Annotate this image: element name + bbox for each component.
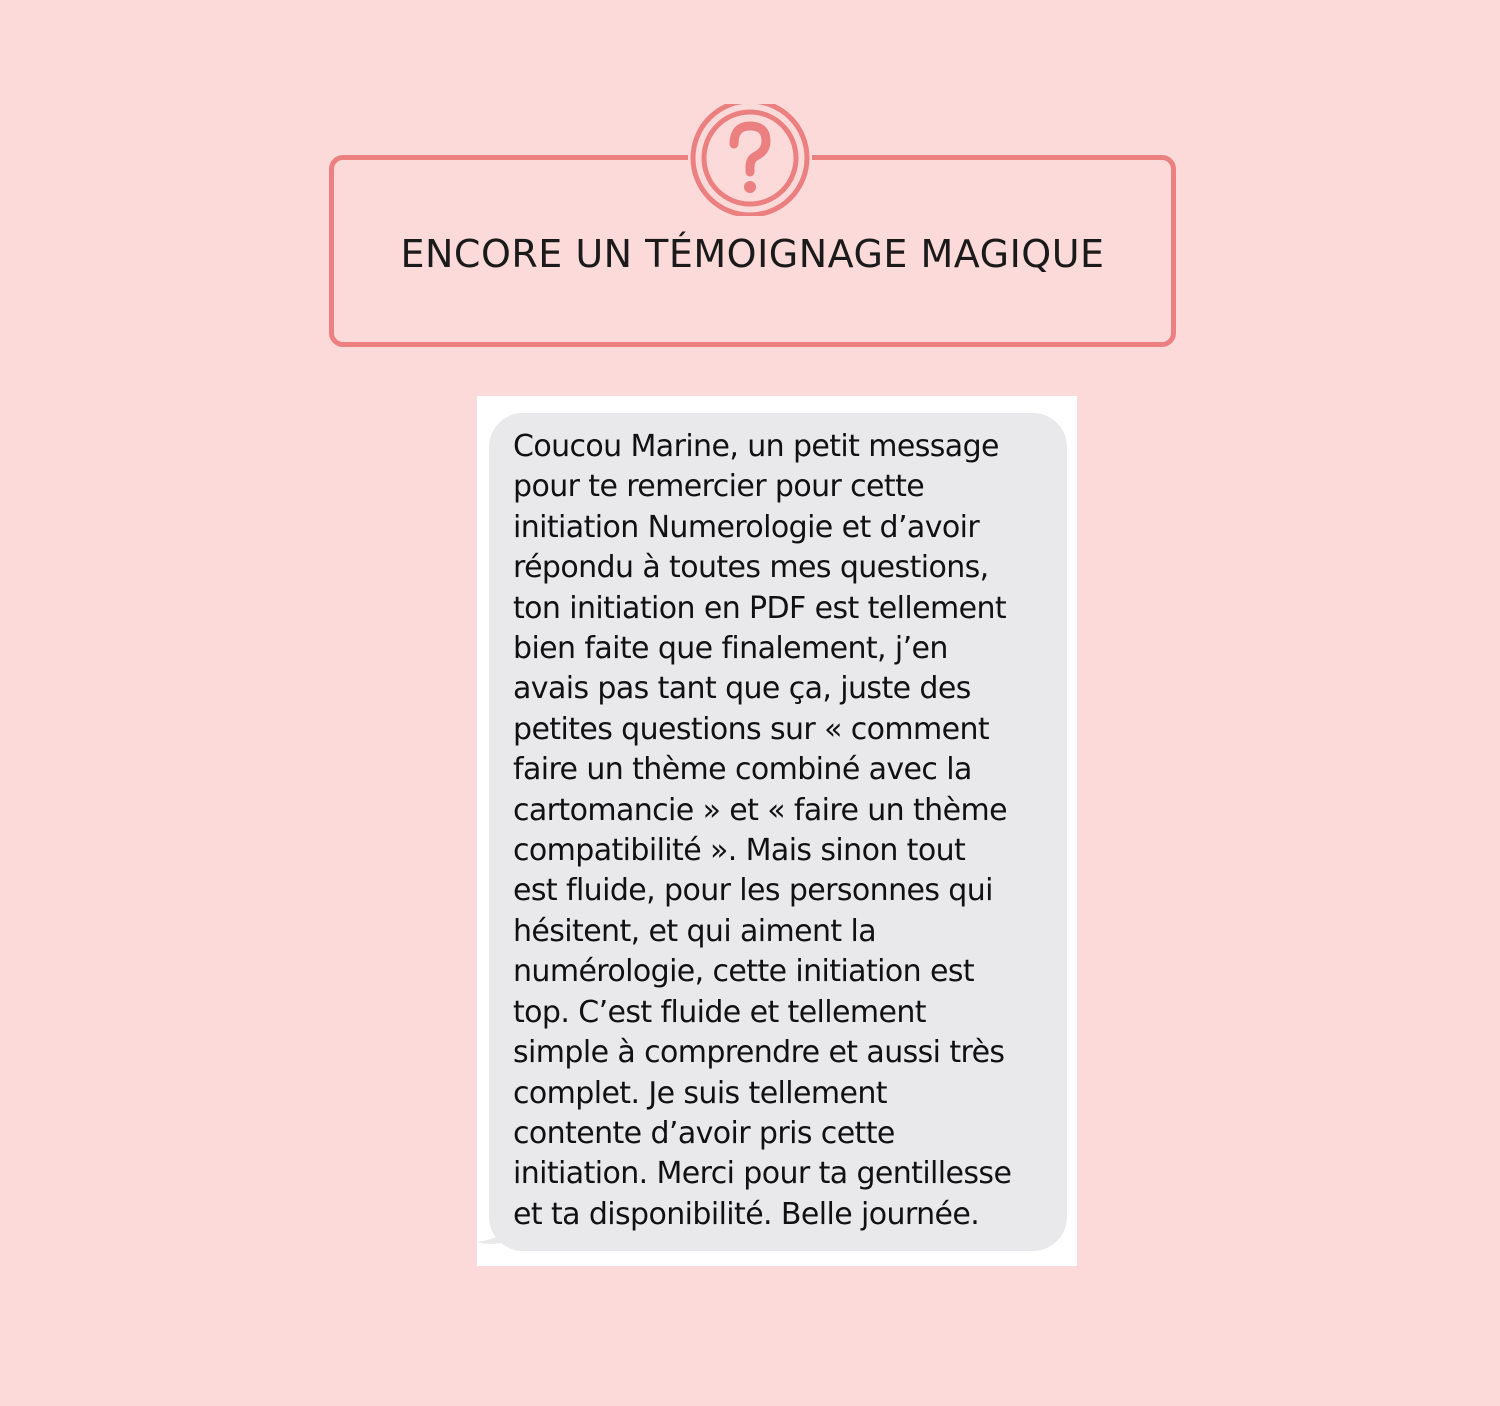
page-title: ENCORE UN TÉMOIGNAGE MAGIQUE <box>400 232 1105 276</box>
message-screenshot-card <box>477 396 1077 1266</box>
question-mark-icon <box>684 104 816 216</box>
message-bubble <box>489 413 1067 1251</box>
message-text: Coucou Marine, un petit message pour te remercier pour cette initiation Numerologie et d’avoir répondu à toutes mes questions, ton initiation en PDF est tellement bien faite que finalement, j’en avais pas tant que ça, juste des petites questions sur « comment faire un thème combiné avec la cartomancie » et « faire un thème compatibilité ». Mais sinon tout est fluide, pour les personnes qui hésitent, et qui aiment la numérologie, cette initiation est top. C’est fluide et tellement simple à comprendre et aussi très complet. Je suis tellement contente d’avoir pris cette initiation. Merci pour ta gentillesse et ta disponibilité. Belle journée. <box>513 429 1012 1232</box>
